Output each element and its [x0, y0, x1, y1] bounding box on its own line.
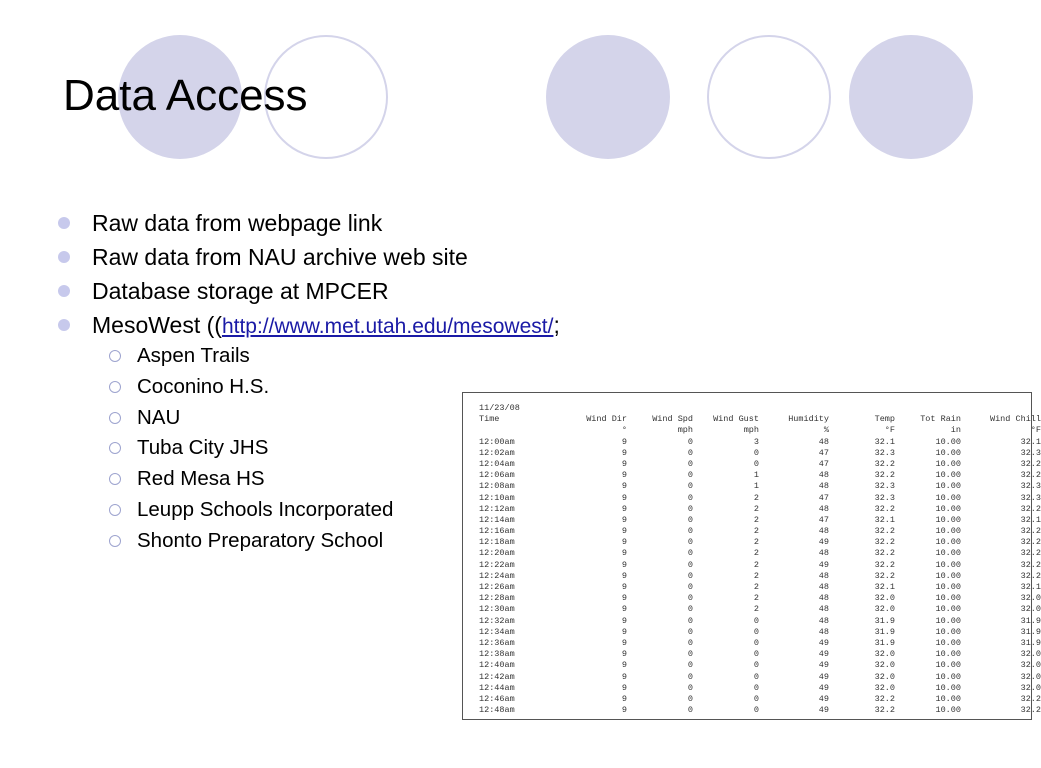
table-cell: 48 [818, 548, 829, 559]
table-cell: 48 [818, 626, 829, 637]
table-cell: 10.00 [935, 637, 961, 648]
table-cell: 12:48am [479, 705, 515, 716]
table-cell: 32.1 [1020, 582, 1041, 592]
hollow-bullet-icon [109, 442, 121, 454]
table-cell: 32.2 [874, 458, 895, 469]
table-cell: 0 [753, 637, 759, 648]
table-cell: 32.3 [874, 447, 895, 458]
bullet-dot-icon [58, 319, 70, 331]
table-cell: 49 [818, 637, 829, 648]
table-date-text: 11/23/08 [479, 403, 520, 413]
table-cell: mph [677, 425, 693, 436]
table-cell: 32.1 [874, 582, 895, 592]
table-cell: 10.00 [935, 458, 961, 469]
table-cell: 49 [818, 671, 829, 682]
table-cell: 0 [687, 481, 693, 492]
table-cell: 0 [753, 693, 759, 704]
table-cell: 9 [621, 593, 627, 604]
table-cell: 12:40am [479, 660, 515, 671]
table-cell: 12:26am [479, 582, 515, 592]
table-cell: mph [743, 425, 759, 436]
bullet-text: MesoWest (( [92, 312, 222, 338]
table-cell: 32.1 [1020, 514, 1041, 525]
table-cell: 10.00 [935, 447, 961, 458]
table-cell: 32.0 [1020, 660, 1041, 671]
bullet-dot-icon [58, 217, 70, 229]
hollow-bullet-icon [109, 381, 121, 393]
table-cell: 32.2 [1020, 570, 1041, 581]
hollow-bullet-icon [109, 350, 121, 362]
table-cell: 9 [621, 458, 627, 469]
table-cell: 10.00 [935, 514, 961, 525]
table-cell: 12:32am [479, 615, 515, 626]
table-cell: 32.2 [1020, 548, 1041, 559]
table-cell: 32.2 [1020, 693, 1041, 704]
table-cell: 49 [818, 537, 829, 548]
sub-bullet-item [106, 526, 393, 557]
table-cell: 10.00 [935, 660, 961, 671]
table-cell: 32.2 [874, 570, 895, 581]
sub-bullet-text: Red Mesa HS [137, 467, 265, 491]
table-cell: 0 [687, 615, 693, 626]
table-cell: 0 [687, 671, 693, 682]
table-cell: 0 [687, 559, 693, 570]
table-cell: 9 [621, 503, 627, 514]
table-cell: 0 [687, 548, 693, 559]
sub-bullet-item [106, 403, 393, 434]
table-cell: 9 [621, 626, 627, 637]
table-cell: 12:36am [479, 637, 515, 648]
table-cell: 32.0 [1020, 604, 1041, 615]
table-cell: 12:44am [479, 682, 515, 693]
table-cell: 12:38am [479, 649, 515, 660]
table-cell: 32.0 [874, 593, 895, 604]
table-cell: 12:18am [479, 537, 515, 548]
table-cell: 32.3 [1020, 447, 1041, 458]
bullet-suffix: ; [553, 312, 560, 338]
table-cell: 32.2 [874, 693, 895, 704]
table-cell: 32.2 [1020, 458, 1041, 469]
table-cell: 12:16am [479, 526, 515, 537]
hollow-bullet-icon [109, 412, 121, 424]
table-cell: 32.0 [1020, 671, 1041, 682]
table-cell: 32.2 [1020, 705, 1041, 716]
table-cell: 12:04am [479, 458, 515, 469]
table-cell: 47 [818, 492, 829, 503]
table-cell: 0 [687, 503, 693, 514]
table-cell: 12:12am [479, 503, 515, 514]
table-cell: 32.1 [874, 436, 895, 447]
table-cell: 0 [687, 436, 693, 447]
table-cell: Tot Rain [920, 414, 961, 425]
table-cell: 32.2 [1020, 503, 1041, 514]
table-cell: 12:08am [479, 481, 515, 492]
table-cell: 10.00 [935, 671, 961, 682]
data-table-image [462, 392, 1041, 720]
table-cell: 0 [753, 626, 759, 637]
table-cell: 0 [687, 447, 693, 458]
table-cell: 0 [687, 582, 693, 592]
sub-bullet-text: Shonto Preparatory School [137, 528, 384, 552]
table-cell: 10.00 [935, 470, 961, 481]
table-cell: 48 [818, 570, 829, 581]
table-cell: 2 [753, 604, 759, 615]
sub-bullet-item [106, 495, 393, 526]
table-cell: 1 [753, 470, 759, 481]
bullet-dot-icon [58, 285, 70, 297]
bullet-text: Raw data from webpage link [92, 210, 383, 236]
table-cell: 48 [818, 593, 829, 604]
table-cell: 0 [753, 649, 759, 660]
table-cell: 10.00 [935, 626, 961, 637]
table-cell: 12:30am [479, 604, 515, 615]
table-cell: °F [884, 425, 895, 436]
decor-circle [546, 35, 670, 159]
table-cell: in [950, 425, 961, 436]
table-cell: 12:24am [479, 570, 515, 581]
table-cell: 9 [621, 559, 627, 570]
table-cell: 9 [621, 470, 627, 481]
table-cell: 9 [621, 526, 627, 537]
table-cell: Wind Spd [652, 414, 693, 425]
sub-bullet-text: Coconino H.S. [137, 374, 270, 398]
table-cell: 1 [753, 481, 759, 492]
table-cell: 10.00 [935, 604, 961, 615]
table-cell: 10.00 [935, 682, 961, 693]
bullet-item [56, 274, 560, 308]
table-cell: 12:42am [479, 671, 515, 682]
table-cell: 0 [687, 693, 693, 704]
sub-bullet-text: Aspen Trails [137, 344, 250, 367]
table-cell: 32.0 [1020, 682, 1041, 693]
table-cell: 0 [687, 637, 693, 648]
table-cell: 9 [621, 447, 627, 458]
bullet-item [56, 240, 560, 274]
table-cell: Wind Chill [989, 414, 1041, 425]
table-cell: Wind Gust [713, 414, 759, 425]
table-cell: 48 [818, 503, 829, 514]
table-cell: 31.9 [1020, 626, 1041, 637]
table-cell: 49 [818, 559, 829, 570]
sub-bullet-text: Leupp Schools Incorporated [137, 497, 394, 521]
table-cell: 10.00 [935, 649, 961, 660]
table-cell: 49 [818, 649, 829, 660]
table-cell: 12:34am [479, 626, 515, 637]
table-cell: 0 [687, 660, 693, 671]
table-cell: 0 [753, 660, 759, 671]
table-cell: Temp [874, 414, 895, 425]
table-cell: 32.0 [874, 682, 895, 693]
table-cell: 47 [818, 458, 829, 469]
table-cell: 48 [818, 470, 829, 481]
sub-bullet-item [106, 341, 393, 372]
table-cell: Humidity [788, 414, 829, 425]
table-cell: 49 [818, 682, 829, 693]
table-cell: 0 [753, 615, 759, 626]
sub-bullet-item [106, 372, 393, 403]
table-cell: 2 [753, 537, 759, 548]
table-cell: 48 [818, 582, 829, 592]
slide-title: Data Access [63, 71, 308, 120]
table-cell: 2 [753, 526, 759, 537]
table-cell: Time [479, 414, 500, 425]
bullet-list [56, 206, 560, 342]
table-cell: 9 [621, 492, 627, 503]
table-cell: 0 [753, 671, 759, 682]
table-cell: 0 [753, 458, 759, 469]
table-cell: 9 [621, 582, 627, 592]
table-cell: 32.1 [1020, 436, 1041, 447]
table-cell: 32.2 [874, 470, 895, 481]
table-cell: 10.00 [935, 503, 961, 514]
table-cell: 47 [818, 514, 829, 525]
table-cell: 32.3 [1020, 492, 1041, 503]
table-cell: 9 [621, 682, 627, 693]
table-cell: 10.00 [935, 593, 961, 604]
table-cell: 32.2 [1020, 537, 1041, 548]
table-cell: 9 [621, 637, 627, 648]
table-cell: 2 [753, 492, 759, 503]
table-cell: 9 [621, 693, 627, 704]
table-cell: 31.9 [874, 615, 895, 626]
table-cell: 9 [621, 649, 627, 660]
table-cell: 32.2 [874, 559, 895, 570]
table-cell: 0 [687, 593, 693, 604]
table-cell: 32.0 [1020, 593, 1041, 604]
table-cell: 32.2 [874, 503, 895, 514]
table-cell: 0 [753, 705, 759, 716]
bullet-item [56, 206, 560, 240]
table-cell: 0 [687, 682, 693, 693]
table-cell: 10.00 [935, 705, 961, 716]
table-cell: 2 [753, 570, 759, 581]
hollow-bullet-icon [109, 504, 121, 516]
table-cell: 12:46am [479, 693, 515, 704]
sub-bullet-text: NAU [137, 405, 181, 429]
table-cell: 0 [753, 682, 759, 693]
table-cell: 0 [687, 492, 693, 503]
table-cell: 9 [621, 671, 627, 682]
table-cell: 32.3 [874, 492, 895, 503]
table-cell: 12:14am [479, 514, 515, 525]
decor-circle [707, 35, 831, 159]
table-cell: 12:06am [479, 470, 515, 481]
table-cell: 2 [753, 593, 759, 604]
sub-bullet-item [106, 464, 393, 495]
bullet-item [56, 308, 560, 342]
table-cell: 0 [687, 570, 693, 581]
table-cell: 12:28am [479, 593, 515, 604]
table-cell: 32.0 [1020, 649, 1041, 660]
table-cell: 32.2 [874, 705, 895, 716]
table-cell: 32.0 [874, 671, 895, 682]
table-cell: 48 [818, 481, 829, 492]
table-cell: 32.0 [874, 660, 895, 671]
table-cell: % [823, 425, 829, 436]
table-cell: 10.00 [935, 481, 961, 492]
hollow-bullet-icon [109, 473, 121, 485]
sub-bullet-list [106, 341, 393, 557]
table-cell: 49 [818, 693, 829, 704]
table-cell: 2 [753, 514, 759, 525]
table-cell: 9 [621, 570, 627, 581]
bullet-text: Raw data from NAU archive web site [92, 244, 468, 270]
table-cell: 10.00 [935, 582, 961, 592]
table-cell: 10.00 [935, 615, 961, 626]
table-cell: 0 [687, 470, 693, 481]
decor-circle [849, 35, 973, 159]
table-cell: 10.00 [935, 548, 961, 559]
table-cell: 10.00 [935, 526, 961, 537]
table-cell: 48 [818, 526, 829, 537]
table-cell: 49 [818, 660, 829, 671]
table-cell: 32.2 [1020, 470, 1041, 481]
table-cell: 12:10am [479, 492, 515, 503]
table-cell: 32.3 [874, 481, 895, 492]
table-cell: 32.0 [874, 649, 895, 660]
sub-bullet-item [106, 433, 393, 464]
table-cell: 12:22am [479, 559, 515, 570]
table-cell: 32.2 [874, 548, 895, 559]
table-cell: 0 [753, 447, 759, 458]
table-cell: 31.9 [1020, 637, 1041, 648]
table-cell: 3 [753, 436, 759, 447]
sub-bullet-text: Tuba City JHS [137, 436, 269, 460]
bullet-dot-icon [58, 251, 70, 263]
table-cell: 48 [818, 436, 829, 447]
table-cell: 9 [621, 436, 627, 447]
table-cell: 9 [621, 548, 627, 559]
table-cell: 32.0 [874, 604, 895, 615]
table-cell: 32.2 [1020, 526, 1041, 537]
table-cell: 2 [753, 559, 759, 570]
table-cell: 32.2 [874, 526, 895, 537]
table-cell: 48 [818, 615, 829, 626]
table-cell: 9 [621, 615, 627, 626]
table-cell: 32.2 [1020, 559, 1041, 570]
table-cell: 0 [687, 458, 693, 469]
table-cell: 10.00 [935, 436, 961, 447]
table-cell: 0 [687, 705, 693, 716]
table-cell: 2 [753, 503, 759, 514]
table-cell: 10.00 [935, 492, 961, 503]
table-cell: 47 [818, 447, 829, 458]
table-cell: 12:20am [479, 548, 515, 559]
table-cell: 9 [621, 537, 627, 548]
mesowest-link[interactable]: http://www.met.utah.edu/mesowest/ [221, 315, 554, 338]
table-cell: 0 [687, 526, 693, 537]
table-cell: 9 [621, 604, 627, 615]
table-cell: 31.9 [874, 637, 895, 648]
table-cell: °F [1030, 425, 1041, 436]
table-cell: 9 [621, 481, 627, 492]
table-cell: 32.2 [874, 537, 895, 548]
table-cell: Wind Dir [586, 414, 627, 425]
table-cell: 9 [621, 705, 627, 716]
table-cell: 32.1 [874, 514, 895, 525]
table-cell: 10.00 [935, 570, 961, 581]
hollow-bullet-icon [109, 535, 121, 547]
table-cell: 10.00 [935, 537, 961, 548]
table-cell: 0 [687, 537, 693, 548]
table-cell: 9 [621, 514, 627, 525]
table-cell: 49 [818, 705, 829, 716]
table-cell: 10.00 [935, 693, 961, 704]
table-cell: 32.3 [1020, 481, 1041, 492]
table-cell: 2 [753, 582, 759, 592]
bullet-text: Database storage at MPCER [92, 278, 389, 304]
table-cell: 9 [621, 660, 627, 671]
table-cell: 0 [687, 649, 693, 660]
table-cell: 0 [687, 604, 693, 615]
table-cell: 31.9 [874, 626, 895, 637]
table-cell: 48 [818, 604, 829, 615]
table-cell: 0 [687, 514, 693, 525]
table-cell: 12:02am [479, 447, 515, 458]
table-cell: 12:00am [479, 436, 515, 447]
table-cell: 31.9 [1020, 615, 1041, 626]
table-cell: 0 [687, 626, 693, 637]
table-cell: ° [621, 425, 627, 436]
table-cell: 2 [753, 548, 759, 559]
table-cell: 10.00 [935, 559, 961, 570]
